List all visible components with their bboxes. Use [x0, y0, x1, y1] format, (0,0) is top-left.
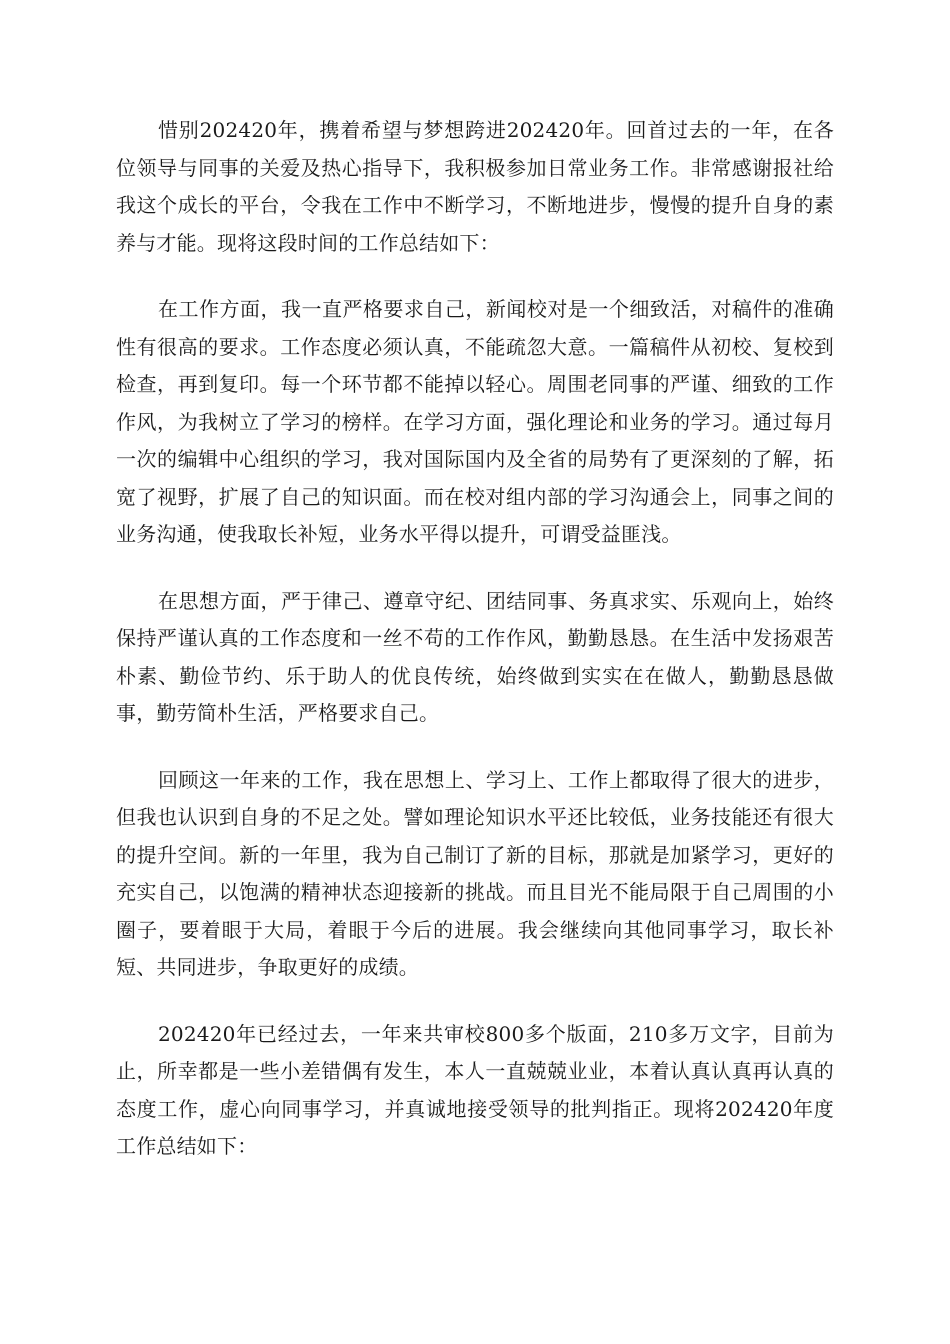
paragraph-thought: 在思想方面，严于律己、遵章守纪、团结同事、务真求实、乐观向上，始终保持严谨认真的工作态度和一丝不苟的工作作风，勤勤恳恳。在生活中发扬艰苦朴素、勤俭节约、乐于助人的优良传统，始终做到实实在在做人，勤勤恳恳做事，勤劳简朴生活，严格要求自己。	[116, 588, 834, 725]
paragraph-summary: 202420年已经过去，一年来共审校800多个版面，210多万文字，目前为止，所幸都是一些小差错偶有发生，本人一直兢兢业业，本着认真认真再认真的态度工作，虚心向同事学习，并真诚地接受领导的批判指正。现将202420年度工作总结如下：	[116, 1021, 834, 1158]
paragraph-review: 回顾这一年来的工作，我在思想上、学习上、工作上都取得了很大的进步，但我也认识到自身的不足之处。譬如理论知识水平还比较低，业务技能还有很大的提升空间。新的一年里，我为自己制订了新的目标，那就是加紧学习，更好的充实自己，以饱满的精神状态迎接新的挑战。而且目光不能局限于自己周围的小圈子，要着眼于大局，着眼于今后的进展。我会继续向其他同事学习，取长补短、共同进步，争取更好的成绩。	[116, 767, 834, 979]
paragraph-work: 在工作方面，我一直严格要求自己，新闻校对是一个细致活，对稿件的准确性有很高的要求。工作态度必须认真，不能疏忽大意。一篇稿件从初校、复校到检查，再到复印。每一个环节都不能掉以轻心。周围老同事的严谨、细致的工作作风，为我树立了学习的榜样。在学习方面，强化理论和业务的学习。通过每月一次的编辑中心组织的学习，我对国际国内及全省的局势有了更深刻的了解，拓宽了视野，扩展了自己的知识面。而在校对组内部的学习沟通会上，同事之间的业务沟通，使我取长补短，业务水平得以提升，可谓受益匪浅。	[116, 297, 834, 546]
paragraph-intro: 惜别202420年，携着希望与梦想跨进202420年。回首过去的一年，在各位领导与同事的关爱及热心指导下，我积极参加日常业务工作。非常感谢报社给我这个成长的平台，令我在工作中不断学习，不断地进步，慢慢的提升自身的素养与才能。现将这段时间的工作总结如下：	[116, 118, 834, 255]
document-body	[116, 112, 834, 1195]
